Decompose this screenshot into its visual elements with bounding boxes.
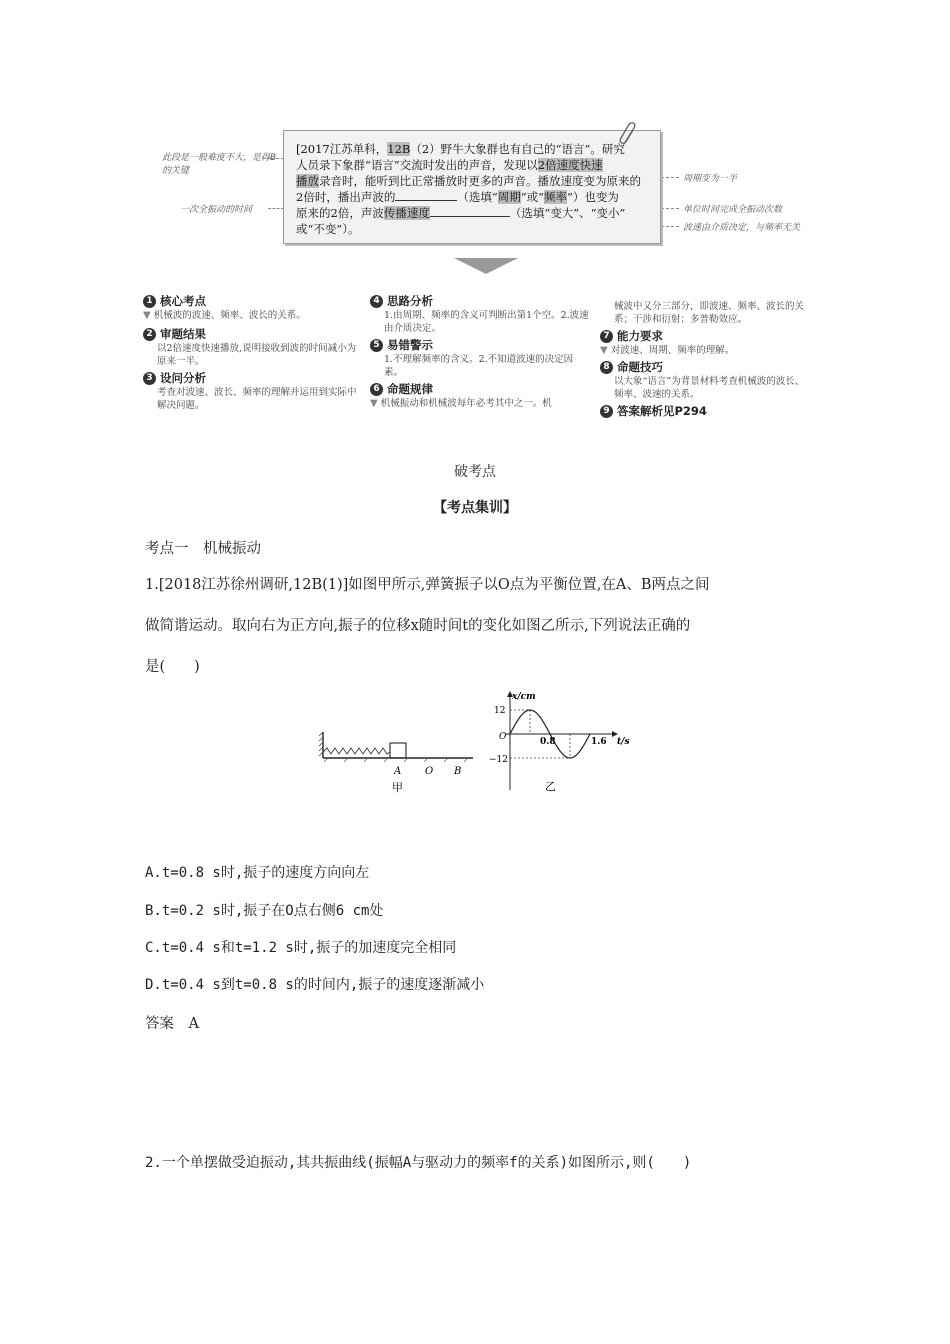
- card-text: （选填“变大”、“变小”: [509, 206, 626, 220]
- steps-column-1: [143, 293, 365, 412]
- annotation-right-3: 波速由介质决定，与频率无关: [683, 223, 801, 233]
- q1-line-2: 做简谐运动。取向右为正方向,振子的位移x随时间t的变化如图乙所示,下列说法正确的: [145, 618, 691, 634]
- step-title: 命题规律: [387, 382, 433, 396]
- section-title: 破考点: [454, 464, 496, 480]
- option-d: D.t=0.4 s到t=0.8 s的时间内,振子的速度逐渐减小: [145, 977, 485, 993]
- step-text-content: 机械波的波速、频率、波长的关系。: [153, 310, 306, 321]
- connector: [661, 208, 679, 210]
- step-title: 答案解析见P294: [617, 404, 707, 418]
- card-highlight: 传播速度: [383, 206, 430, 220]
- step-text: 以大象“语言”为背景材料考查机械波的波长、频率、波速的关系。: [614, 376, 805, 400]
- step-text: [370, 397, 592, 410]
- q1-line-1: 1.[2018江苏徐州调研,12B(1)]如图甲所示,弹簧振子以O点为平衡位置,在A、B两点之间: [145, 577, 710, 593]
- option-b: B.t=0.2 s时,振子在O点右侧6 cm处: [145, 903, 384, 919]
- label-O: O: [425, 766, 434, 777]
- connector: [268, 208, 284, 210]
- option-c: C.t=0.4 s和t=1.2 s时,振子的加速度完全相同: [145, 940, 457, 956]
- y-tick-top: 12: [494, 706, 506, 716]
- annotation-left-mid: 一次全振动的时间: [180, 205, 253, 215]
- x-axis-label: t/s: [617, 737, 630, 747]
- step-title: 命题技巧: [617, 360, 663, 374]
- option-a: A.t=0.8 s时,振子的速度方向向左: [145, 865, 370, 881]
- step-text-content: 机械振动和机械波每年必考其中之一。机: [380, 398, 552, 409]
- connector: [661, 226, 679, 228]
- card-line: [296, 205, 648, 221]
- card-text: ”）也变为: [566, 190, 619, 204]
- card-text: 人员录下象群“语言”交流时发出的声音，发现以: [296, 158, 538, 172]
- annotation-right-1: 周期变为一半: [683, 174, 738, 184]
- card-text: （2）野牛大象群也有自己的“语言”。研究: [410, 142, 625, 156]
- card-highlight: 2倍速度快速: [537, 158, 603, 172]
- figure-jia: [318, 728, 478, 798]
- down-arrow-icon: [454, 258, 518, 274]
- y-tick-bottom: −12: [489, 755, 508, 765]
- label-B: B: [454, 766, 462, 777]
- step-text: 1.由周期、频率的含义可判断出第1个空。2.波速由介质决定。: [384, 310, 589, 334]
- card-text: ”或“: [520, 190, 544, 204]
- step-text: [600, 344, 812, 357]
- card-line: 或“不变”）。: [296, 222, 360, 236]
- annotation-right-2: 单位时间完成全振动次数: [683, 205, 783, 215]
- step-text: 1.不理解频率的含义。2.不知道波速的决定因素。: [384, 354, 574, 378]
- card-highlight: 周期: [497, 190, 521, 204]
- question-card: [283, 130, 661, 244]
- step-number-icon: 8: [600, 361, 613, 374]
- card-text: [2017江苏单科，: [296, 142, 388, 156]
- step-number-icon: 4: [370, 295, 383, 308]
- card-line: [296, 157, 648, 173]
- step-text: [143, 309, 365, 322]
- sub-title: 【考点集训】: [433, 500, 517, 516]
- step-text: 以2倍速度快速播放,说明接收到波的时间减小为原来一半。: [157, 343, 357, 367]
- step-number-icon: 5: [370, 339, 383, 352]
- down-arrow-icon: ▼: [600, 345, 608, 356]
- step-heading: [370, 381, 592, 397]
- card-line: [296, 189, 648, 205]
- annotation-left-top: 此段是一般难度不大，是得B的关键: [162, 153, 277, 176]
- down-arrow-icon: ▼: [370, 398, 378, 409]
- step-title: 易错警示: [387, 338, 433, 352]
- card-text: （选填“: [457, 190, 498, 204]
- step-number-icon: 2: [143, 328, 156, 341]
- step-heading: [143, 326, 365, 342]
- caption-jia: 甲: [392, 781, 403, 794]
- card-highlight: 播放: [296, 174, 319, 188]
- step-title: 核心考点: [160, 294, 206, 308]
- step-number-icon: 3: [143, 372, 156, 385]
- x-tick-0-8: 0.8: [540, 737, 556, 747]
- steps-column-3: [600, 300, 812, 419]
- step-heading: [370, 293, 592, 309]
- step-heading: [600, 328, 812, 344]
- step-number-icon: 1: [143, 295, 156, 308]
- label-A: A: [394, 766, 402, 777]
- step-title: 审题结果: [160, 327, 206, 341]
- topic-heading: 考点一 机械振动: [145, 541, 261, 557]
- y-axis-label: x/cm: [512, 692, 536, 702]
- card-text: 2倍时，播出声波的: [296, 190, 396, 204]
- caption-yi: 乙: [545, 780, 556, 793]
- card-line: [296, 141, 648, 157]
- card-text: 原来的2倍，声波: [296, 206, 384, 220]
- fill-blank: [430, 205, 510, 217]
- connector: [661, 177, 679, 179]
- step-title: 设问分析: [160, 371, 206, 385]
- step-text-content: 对波速、周期、频率的理解。: [610, 345, 735, 356]
- fill-blank: [395, 189, 457, 201]
- step-heading: [600, 403, 812, 419]
- step-text: 械波中又分三部分，即波速、频率、波长的关系；干涉和衍射；多普勒效应。: [614, 301, 805, 325]
- card-text: 录音时，能听到比正常播放时更多的声音。播放速度变为原来的: [319, 174, 641, 188]
- step-heading: [143, 293, 365, 309]
- card-line: [296, 173, 648, 189]
- step-number-icon: 7: [600, 330, 613, 343]
- step-number-icon: 9: [600, 405, 613, 418]
- card-highlight: 频率: [543, 190, 567, 204]
- figure-yi: [485, 690, 645, 796]
- origin-label: O: [499, 732, 507, 742]
- answer: 答案 A: [145, 1016, 199, 1032]
- x-tick-1-6: 1.6: [591, 737, 607, 747]
- step-heading: [143, 370, 365, 386]
- step-number-icon: 6: [370, 383, 383, 396]
- q2-line-1: 2.一个单摆做受迫振动,其共振曲线(振幅A与驱动力的频率f的关系)如图所示,则( ): [145, 1155, 692, 1171]
- card-highlight: 12B: [387, 142, 411, 156]
- paperclip-icon: [618, 122, 640, 148]
- q1-line-3: 是( ): [145, 659, 200, 675]
- step-title: 思路分析: [387, 294, 433, 308]
- step-heading: [370, 337, 592, 353]
- step-text: 考查对波速、波长、频率的理解并运用到实际中解决问题。: [157, 387, 357, 411]
- step-title: 能力要求: [617, 329, 663, 343]
- steps-column-2: [370, 293, 592, 410]
- connector: [262, 158, 284, 160]
- down-arrow-icon: ▼: [143, 310, 151, 321]
- step-heading: [600, 359, 812, 375]
